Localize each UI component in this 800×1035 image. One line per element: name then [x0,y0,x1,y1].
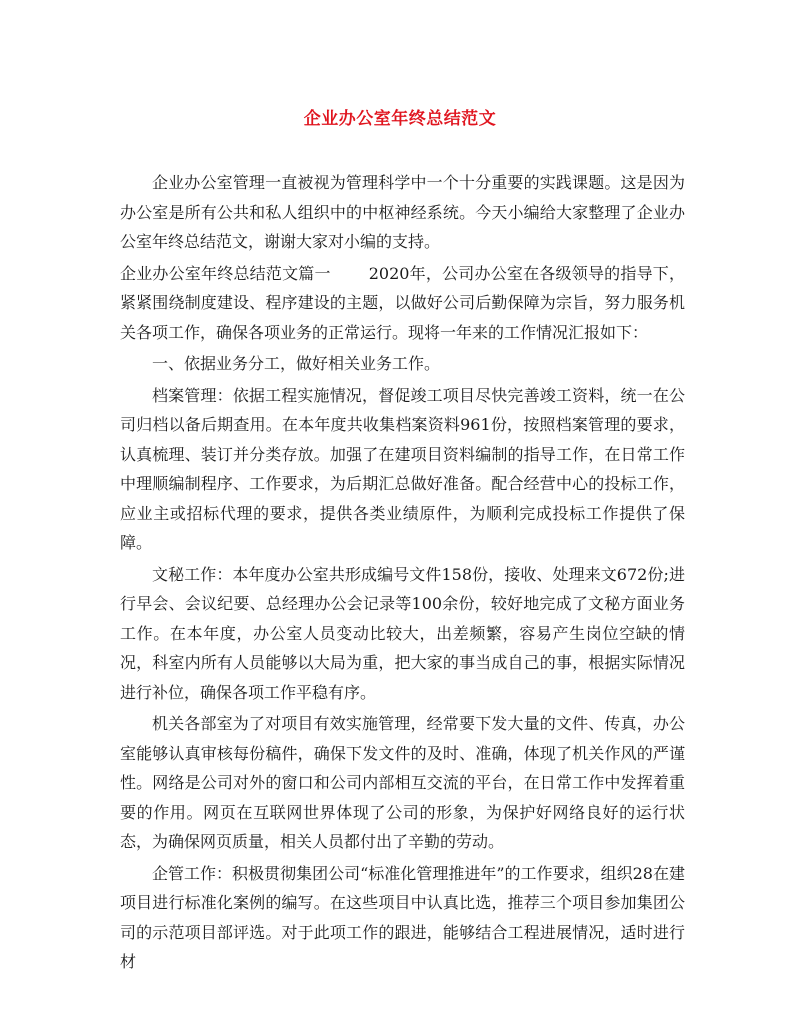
document-title: 企业办公室年终总结范文 [303,109,497,129]
heading-1: 一、依据业务分工，做好相关业务工作。 [152,354,441,373]
section-opening: 2020年，公司办公室在各级领导的指导下，紧紧围绕制度建设、程序建设的主题，以做好公司后勤保障为宗旨，努力服务机关各项工作，确保各项业务的正常运行。现将一年来的工作情况汇报如下： [120,263,685,342]
intro-paragraph: 企业办公室管理一直被视为管理科学中一个十分重要的实践课题。这是因为办公室是所有公共和私人组织中的中枢神经系统。今天小编给大家整理了企业办公室年终总结范文，谢谢大家对小编的支持。 [120,173,685,251]
departments-paragraph: 机关各部室为了对项目有效实施管理，经常要下发大量的文件、传真，办公室能够认真审核每份稿件，确保下发文件的及时、准确，体现了机关作风的严谨性。网络是公司对外的窗口和公司内部相互交流的平台，在日常工作中发挥着重要的作用。网页在互联网世界体现了公司的形象，为保护好网络良好的运行状态，为确保网页质量，相关人员都付出了辛勤的劳动。 [120,714,685,851]
management-paragraph: 企管工作：积极贯彻集团公司“标准化管理推进年”的工作要求，组织28在建项目进行标准化案例的编写。在这些项目中认真比选，推荐三个项目参加集团公司的示范项目部评选。对于此项工作的跟进，能够结合工程进展情况，适时进行材 [120,863,685,971]
document-body [120,168,685,979]
section-label: 企业办公室年终总结范文篇一 [120,263,331,283]
archive-paragraph: 档案管理：依据工程实施情况，督促竣工项目尽快完善竣工资料，统一在公司归档以备后期查用。在本年度共收集档案资料961份，按照档案管理的要求，认真梳理、装订并分类存放。加强了在建项目资料编制的指导工作，在日常工作中理顺编制程序、工作要求，为后期汇总做好准备。配合经营中心的投标工作，应业主或招标代理的要求，提供各类业绩原件，为顺利完成投标工作提供了保障。 [120,385,685,552]
section-paragraph [120,259,685,348]
secretary-paragraph: 文秘工作：本年度办公室共形成编号文件158份，接收、处理来文672份;进行早会、会议纪要、总经理办公会记录等100余份，较好地完成了文秘方面业务工作。在本年度，办公室人员变动比较大，出差频繁，容易产生岗位空缺的情况，科室内所有人员能够以大局为重，把大家的事当成自己的事，根据实际情况进行补位，确保各项工作平稳有序。 [120,564,685,702]
